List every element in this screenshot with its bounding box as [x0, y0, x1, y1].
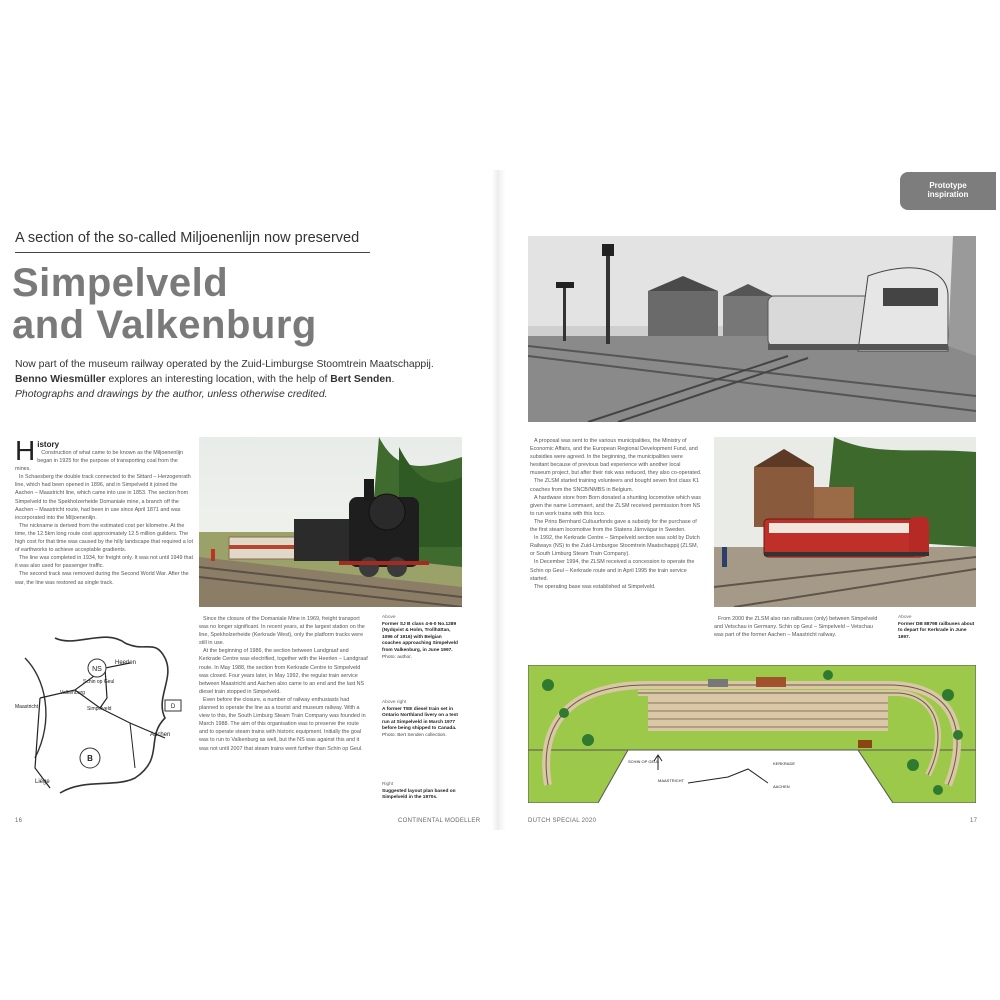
- map-label-liege: Liège: [35, 779, 50, 785]
- plan-label-schin: SCHIN OP GEUL: [628, 759, 660, 764]
- drop-cap: H: [15, 435, 36, 466]
- body-paragraph: In December 1994, the ZLSM received a concession to operate the Schin op Geul – Kerkrade route and in April 1995 the train service started.: [530, 559, 695, 582]
- steam-train-photo: [199, 437, 462, 607]
- map-label-simpelveld: Simpelveld: [87, 706, 112, 712]
- body-paragraph: In 1992, the Kerkrade Centre – Simpelveld section was sold by Dutch Railways (NS) to the Zuid-Limburgse Stoomtrein Maatschappij (ZLSM, or South Limburg Steam Train Company).: [530, 535, 700, 558]
- title-line-1: Simpelveld: [12, 261, 229, 305]
- caption-credit: Photo: Bert Senden collection.: [382, 732, 447, 738]
- helper-name: Bert Senden: [330, 374, 392, 385]
- standfirst: [15, 357, 435, 402]
- history-paragraph: The nickname is derived from the estimated cost per kilometre. At the time, the 12.5km long route cost approximately 12.5 million guilders. The high cost for that time was caused by the hilly landscape that required a lot of earthworks to achieve acceptable gradients.: [15, 522, 193, 554]
- plan-label-aachen: AACHEN: [773, 784, 790, 789]
- standfirst-intro: Now part of the museum railway operated by the Zuid-Limburgse Stoomtrein Maatschappij.: [15, 359, 434, 370]
- layout-plan: [528, 665, 976, 803]
- right-column-1: [530, 437, 702, 591]
- history-paragraph: The second track was removed during the Second World War. After the war, the line was restored as single track.: [15, 571, 189, 586]
- body-paragraph: The operating base was established at Simpelveld.: [534, 583, 656, 590]
- caption-text: A former TEE diesel train set in Ontario Northland livery on a test run at Simpelveld in March 1977 before being shipped to Canada.: [382, 706, 458, 732]
- map-label-aachen: Aachen: [150, 732, 171, 738]
- caption-text: Former DB 88798 railbuses about to depart for Kerkrade in June 1997.: [898, 621, 975, 640]
- right-column-2: [714, 615, 884, 639]
- map-ns-logo: NS: [92, 666, 102, 673]
- folio-title-right: DUTCH SPECIAL 2020: [528, 818, 597, 824]
- map-belgium-marker: B: [87, 754, 93, 763]
- plan-label-maastricht: MAASTRICHT: [658, 778, 684, 783]
- folio-number-right: 17: [970, 818, 978, 824]
- folio-number-left: 16: [15, 818, 23, 824]
- history-paragraph: The line was completed in 1934, for freight only. It was not until 1949 that it was also used for passenger traffic.: [15, 555, 193, 570]
- map-label-valkenburg: Valkenburg: [60, 690, 85, 696]
- caption-above-right: [382, 700, 460, 740]
- caption-railbus: [898, 615, 976, 641]
- caption-above: [382, 615, 460, 661]
- body-paragraph: The Prins Bernhard Cultuurfonds gave a subsidy for the purchase of the first steam locomotive from the Statens Järnvägar in Sweden.: [530, 518, 697, 534]
- caption-label: Above: [382, 615, 396, 620]
- map-label-maastricht: Maastricht: [15, 704, 39, 710]
- history-paragraph: Construction of what came to be known as the Miljoenenlijn began in 1925 for the purpose of transporting coal from the mines.: [15, 450, 183, 473]
- section-tab-line-1: Prototype: [929, 181, 967, 190]
- caption-right: [382, 782, 460, 802]
- article-title: [12, 262, 317, 346]
- middle-column: [199, 615, 369, 753]
- section-tab: [900, 172, 996, 210]
- caption-credit: Photo: author.: [382, 654, 412, 660]
- body-paragraph: From 2000 the ZLSM also ran railbuses (only) between Simpelveld and Vetschau in Germany. Schin op Geul – Simpelveld – Vetschau was part of the former Aachen – Maastricht railway.: [714, 616, 878, 639]
- author-name: Benno Wiesmüller: [15, 374, 106, 385]
- history-paragraph: In Schaesberg the double track connected to the Sittard – Herzogenrath line, which had been opened in 1896, and in Simpelveld it joined the Aachen – Maastricht line, which came into use in 1853. The section from Simpelveld to the Spekholzerheide Domaniale mine, a branch off the Aachen – Maastricht route, had been in use since April 1871 and was incorporated into the Miljoenenlijn.: [15, 474, 191, 521]
- body-paragraph: A hardware store from Born donated a shunting locomotive which was given the name Lommaert, and the ZLSM received permission from NS to run work trains with this loco.: [530, 494, 701, 517]
- folio-title-left: CONTINENTAL MODELLER: [398, 818, 481, 824]
- body-paragraph: The ZLSM started training volunteers and bought seven first class K1 coaches from the SNCB/NMBS in Belgium.: [530, 478, 700, 493]
- caption-label: Above: [898, 615, 912, 620]
- tee-train-photo: [528, 236, 976, 422]
- page-gutter: [492, 170, 506, 830]
- photo-credit-line: Photographs and drawings by the author, unless otherwise credited.: [15, 389, 328, 400]
- map-label-schin: Schin op Geul: [83, 679, 115, 685]
- caption-text: Former SJ B class 4-6-0 No.1289 (Nydqvist & Holm, Trollhättan, 1096 of 1916) with Belgian coaches approaching Simpelveld from Valkenburg, in June 1997.: [382, 621, 458, 653]
- article-kicker: A section of the so-called Miljoenenlijn now preserved: [15, 230, 370, 253]
- caption-label: Right: [382, 782, 394, 787]
- body-paragraph: At the beginning of 1986, the section between Landgraaf and Kerkrade Centre was electrified, together with the Heerlen – Landgraaf route. In May 1988, the section from Kerkrade Centre to Simpelveld was closed. Four years later, in May 1992, the regular train service between Maastricht and Aachen also came to an end and the last NS diesel train stopped in Simpelveld.: [199, 648, 368, 695]
- history-heading: istory: [37, 440, 60, 449]
- body-paragraph: Even before the closure, a number of railway enthusiasts had planned to operate the line as a tourist and museum railway. With a view to this, the South Limburg Steam Train Company was founded in March 1988. The aim of this organisation was to preserve the route and to operate steam trains with historic equipment. Initially the goal was to run to Valkenburg as well, but the NS was against this and it was not until 2007 that steam trains went further than Schin op Geul.: [199, 696, 366, 752]
- body-paragraph: A proposal was sent to the various municipalities, the Ministry of Economic Affairs, and the European Regional Development Fund, and subsidies were agreed. In the beginning, the municipalities were hesitant because of previous bad experience with another local museum project, but after their risk was reduced, they also co-operated.: [530, 438, 702, 477]
- route-map: [15, 628, 190, 798]
- title-line-2: and Valkenburg: [12, 303, 317, 347]
- plan-label-kerkrade: KERKRADE: [773, 761, 796, 766]
- body-paragraph: Since the closure of the Domaniale Mine in 1969, freight transport was no longer significant. In recent years, at the largest station on the line, Spekholzerheide (Kerkrade West), only the platform tracks were still in use.: [199, 616, 365, 647]
- section-tab-line-2: inspiration: [927, 190, 969, 199]
- caption-label: Above right: [382, 700, 407, 705]
- caption-text: Suggested layout plan based on Simpelveld in the 1970s.: [382, 788, 456, 801]
- map-label-heerlen: Heerlen: [115, 660, 137, 666]
- railbus-photo: [714, 437, 976, 607]
- history-column: [15, 435, 193, 587]
- standfirst-middle: explores an interesting location, with the help of: [105, 374, 331, 385]
- map-germany-box: D: [170, 704, 176, 710]
- standfirst-end: .: [391, 374, 395, 385]
